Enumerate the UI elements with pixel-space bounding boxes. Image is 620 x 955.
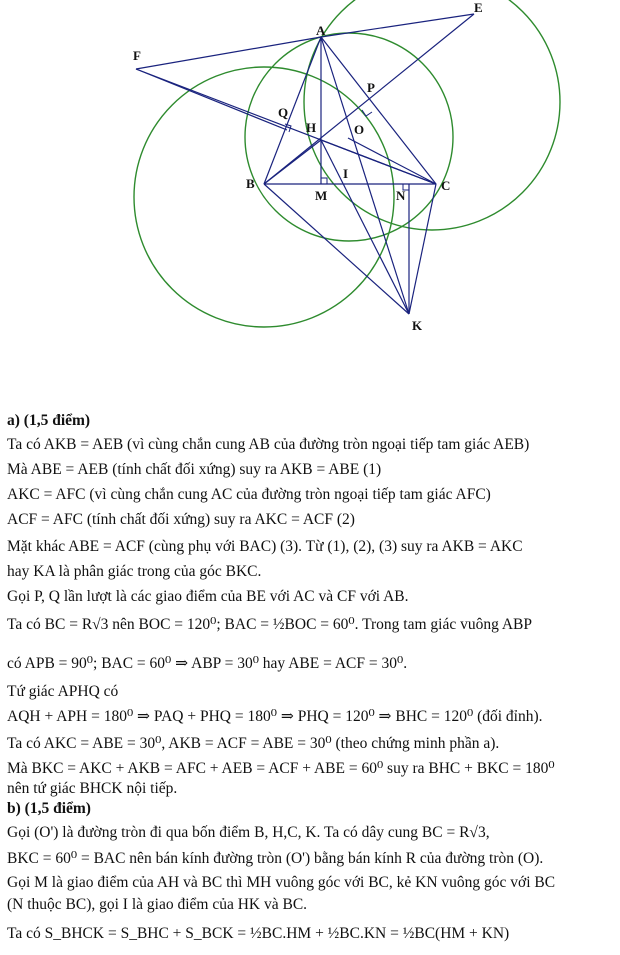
label-M: M [315, 188, 328, 203]
segment-AE [321, 14, 474, 37]
label-O: O [354, 122, 365, 137]
circle-O [245, 33, 453, 241]
segment-AF [136, 37, 321, 69]
label-F: F [133, 48, 141, 63]
text-line: hay KA là phân giác trong của góc BKC. [7, 563, 262, 580]
right-angle-M [321, 178, 327, 184]
label-E: E [474, 0, 483, 15]
text-line: Gọi P, Q lần lượt là các giao điểm của BE với AC và CF với AB. [7, 588, 409, 605]
text-line: có APB = 90⁰; BAC = 60⁰ ⇒ ABP = 30⁰ hay ABE = ACF = 30⁰. [7, 655, 408, 672]
text-line: Gọi M là giao điểm của AH và BC thì MH vuông góc với BC, kẻ KN vuông góc với BC [7, 874, 556, 891]
label-B: B [246, 176, 255, 191]
geometry-figure [0, 0, 620, 400]
label-P: P [367, 80, 375, 95]
text-line: Ta có AKC = ABE = 30⁰, AKB = ACF = ABE = 30⁰ (theo chứng minh phần a). [7, 735, 500, 752]
label-C: C [441, 178, 451, 193]
text-line: nên tứ giác BHCK nội tiếp. [7, 780, 178, 797]
text-line: BKC = 60⁰ = BAC nên bán kính đường tròn (O') bằng bán kính R của đường tròn (O). [7, 850, 544, 867]
circle-AEC [304, 0, 560, 230]
text-line: AKC = AFC (vì cùng chắn cung AC của đường tròn ngoại tiếp tam giác AFC) [7, 486, 491, 503]
text-line: Gọi (O') là đường tròn đi qua bốn điểm B, H,C, K. Ta có dây cung BC = R√3, [7, 824, 490, 841]
text-line: Mà BKC = AKC + AKB = AFC + AEB = ACF + ABE = 60⁰ suy ra BHC + BKC = 180⁰ [7, 760, 555, 777]
label-H: H [306, 120, 317, 135]
segment-CK [409, 184, 436, 314]
part-b-heading: b) (1,5 điểm) [7, 800, 91, 817]
part-a-heading: a) (1,5 điểm) [7, 412, 91, 429]
label-I: I [343, 166, 349, 181]
text-line: AQH + APH = 180⁰ ⇒ PAQ + PHQ = 180⁰ ⇒ PHQ = 120⁰ ⇒ BHC = 120⁰ (đối đỉnh). [7, 708, 543, 725]
segment-BK [264, 184, 409, 314]
label-Q: Q [278, 105, 289, 120]
label-N: N [396, 188, 406, 203]
label-K: K [412, 318, 423, 333]
text-line: Mà ABE = AEB (tính chất đối xứng) suy ra AKB = ABE (1) [7, 461, 382, 478]
segment-AK [321, 37, 409, 314]
text-line: Ta có AKB = AEB (vì cùng chắn cung AB của đường tròn ngoại tiếp tam giác AEB) [7, 436, 530, 453]
segment-HK [321, 140, 409, 314]
label-A: A [316, 23, 326, 38]
right-angle-P [362, 110, 372, 116]
text-line: Tứ giác APHQ có [7, 683, 119, 700]
text-line: Ta có BC = R√3 nên BOC = 120⁰; BAC = ½BOC = 60⁰. Trong tam giác vuông ABP [7, 616, 533, 633]
text-line: Ta có S_BHCK = S_BHC + S_BCK = ½BC.HM + ½BC.KN = ½BC(HM + KN) [7, 925, 510, 942]
text-line: ACF = AFC (tính chất đối xứng) suy ra AKC = ACF (2) [7, 511, 355, 528]
text-line: Mặt khác ABE = ACF (cùng phụ với BAC) (3). Từ (1), (2), (3) suy ra AKB = AKC [7, 538, 523, 555]
text-line: (N thuộc BC), gọi I là giao điểm của HK và BC. [7, 896, 308, 913]
